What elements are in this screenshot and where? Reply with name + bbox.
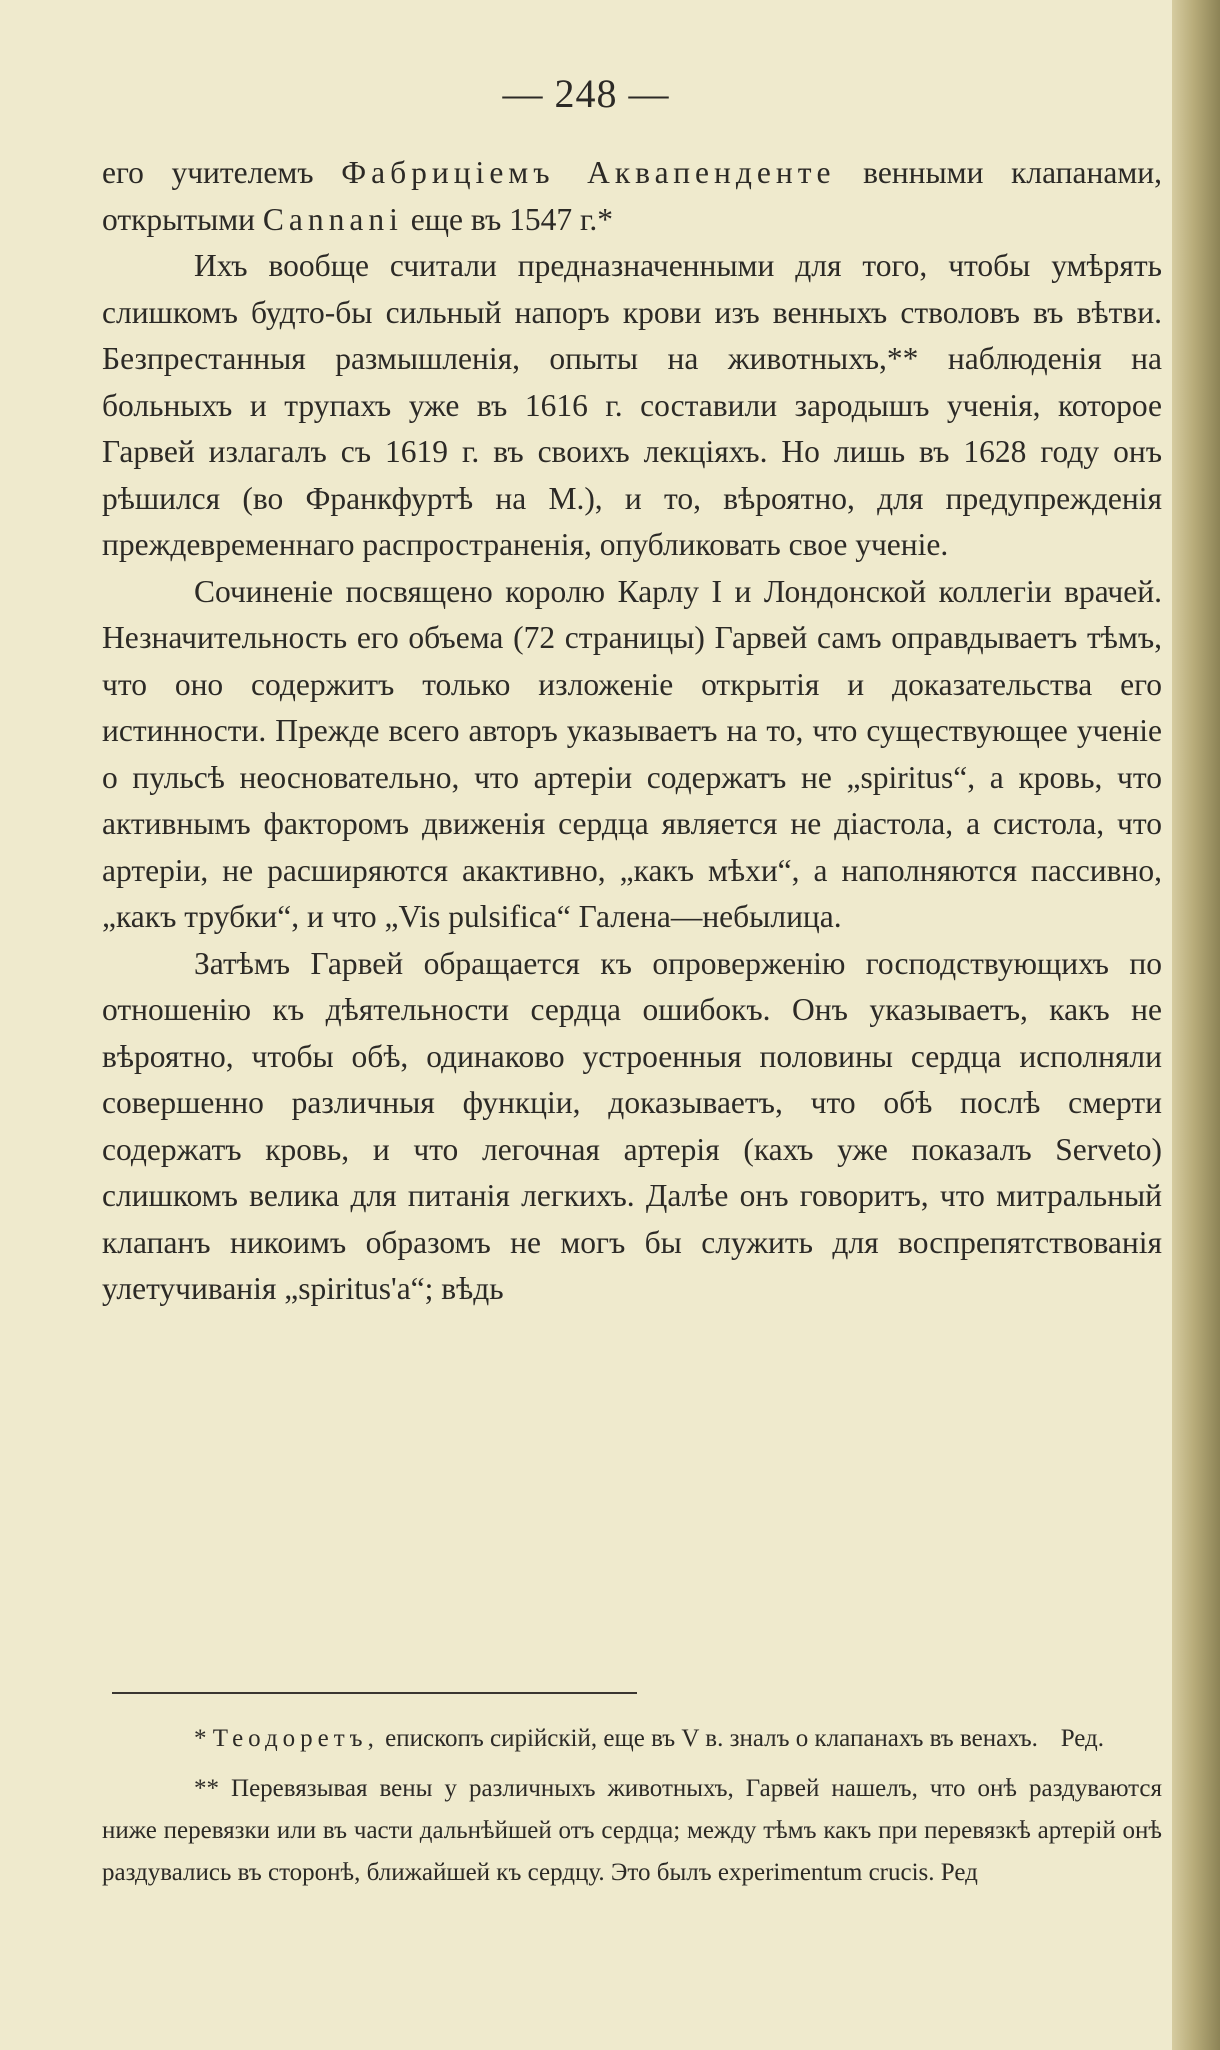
footnote-2: [102, 1768, 1162, 1894]
body-text: [102, 150, 1162, 1313]
paragraph-1-name-cannani: Cannani: [262, 201, 403, 237]
paragraph-1-start: его учителемъ: [102, 155, 314, 190]
footnote-2-editor-mark: Ред: [940, 1859, 978, 1886]
paragraph-1-end: еще въ 1547 г.*: [410, 201, 613, 237]
paragraph-1-name-fabricius: Фабриціемъ Аквапенденте: [341, 155, 836, 190]
book-gutter-shadow: [1172, 0, 1220, 2050]
footnote-1: [102, 1718, 1162, 1760]
footnotes: [102, 1718, 1162, 1902]
footnote-1-marker: *: [194, 1725, 207, 1752]
footnote-1-editor-mark: Ред.: [1060, 1725, 1104, 1752]
paragraph-1: [102, 150, 1162, 243]
footnote-divider: [112, 1692, 637, 1694]
paragraph-3: Сочиненіе посвящено королю Карлу I и Лондонской коллегіи врачей. Незначительность его объема (72 страницы) Гарвей самъ оправдываетъ тѣмъ, что оно содержитъ только изложеніе открытія и доказательства его истинности. Прежде всего авторъ указываетъ на то, что существующее ученіе о пульсѣ неосновательно, что артеріи содержатъ не „spiritus“, а кровь, что активнымъ факторомъ движенія сердца является не діастола, а систола, что артеріи, не расширяются акактивно, „какъ мѣхи“, а наполняются пассивно, „какъ трубки“, и что „Vis pulsifica“ Галена—небылица.: [102, 573, 1162, 934]
paragraph-2: Ихъ вообще считали предназначенными для того, чтобы умѣрять слишкомъ будто-бы сильный напоръ крови изъ венныхъ стволовъ въ вѣтви. Безпрестанныя размышленія, опыты на животныхъ,** наблюденія на больныхъ и трупахъ уже въ 1616 г. составили зародышъ ученія, которое Гарвей излагалъ съ 1619 г. въ своихъ лекціяхъ. Но лишь въ 1628 году онъ рѣшился (во Франкфуртѣ на М.), и то, вѣроятно, для предупрежденія преждевременнаго распространенія, опубликовать свое ученіе.: [102, 248, 1162, 562]
footnote-2-text: ** Перевязывая вены у различныхъ животныхъ, Гарвей нашелъ, что онѣ раздуваются ниже перевязки или въ части дальнѣйшей отъ сердца; между тѣмъ какъ при перевязкѣ артерій онѣ раздувались въ сторонѣ, ближайшей къ сердцу. Это былъ experimentum crucis.: [102, 1775, 1162, 1886]
paragraph-1-middle: венными клапанами, открытыми: [102, 155, 1163, 237]
footnote-1-text: епископъ сирійскій, еще въ V в. зналъ о клапанахъ въ венахъ.: [385, 1725, 1038, 1752]
paragraph-4: Затѣмъ Гарвей обращается къ опроверженію господствующихъ по отношенію къ дѣятельности сердца ошибокъ. Онъ указываетъ, какъ не вѣроятно, чтобы обѣ, одинаково устроенныя половины сердца исполняли совершенно различныя функціи, доказываетъ, что обѣ послѣ смерти содержатъ кровь, и что легочная артерія (кахъ уже показалъ Servetо) слишкомъ велика для питанія легкихъ. Далѣе онъ говоритъ, что митральный клапанъ никоимъ образомъ не могъ бы служить для воспрепятствованія улетучиванія „spiritus'а“; вѣдь: [102, 945, 1162, 1306]
page-number: — 248 —: [502, 71, 670, 116]
footnote-1-name: Теодоретъ,: [212, 1725, 379, 1752]
